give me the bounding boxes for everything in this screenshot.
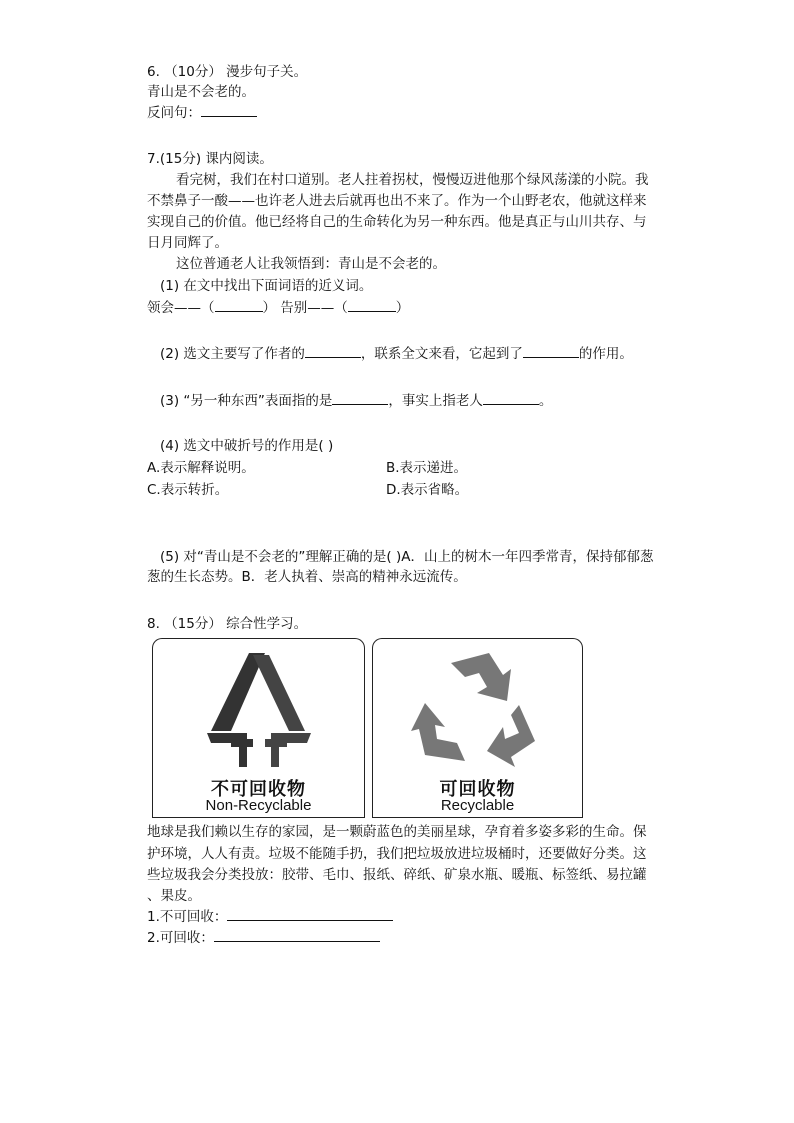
q8-answer-2 — [147, 927, 380, 948]
q8-answer-2-blank[interactable] — [214, 927, 380, 942]
q7-sub5-line: (5) 对“青山是不会老的”理解正确的是( )A．山上的树木一年四季常青，保持郁郁葱 — [160, 549, 654, 565]
recyclable-sign — [372, 638, 583, 818]
q6-prompt: 反问句： — [147, 105, 201, 121]
q7-sub1-line — [147, 297, 409, 318]
q7-sub3-text-c: 。 — [538, 393, 553, 409]
q8-passage-line: 护环境，人人有责。垃圾不能随手扔，我们把垃圾放进垃圾桶时，还要做好分类。这 — [147, 846, 647, 862]
q7-passage-line: 不禁鼻子一酸——也许老人进去后就再也出不来了。作为一个山野老农，他就这样来 — [147, 193, 647, 209]
q7-sub1-prompt: (1) 在文中找出下面词语的近义词。 — [160, 278, 373, 294]
recyclable-cn-label: 可回收物 — [439, 779, 516, 800]
q7-sub5-line: 葱的生长态势。B．老人执着、崇高的精神永远流传。 — [147, 569, 467, 585]
non-recyclable-en-label: Non-Recyclable — [205, 797, 312, 814]
q7-sub2-text-b: ，联系全文来看，它起到了 — [360, 346, 523, 362]
q7-sub2-blank-a[interactable] — [305, 343, 361, 358]
q8-passage-line: 、果皮。 — [147, 888, 201, 904]
q6-blank[interactable] — [201, 102, 257, 117]
q7-passage-line: 这位普通老人让我领悟到：青山是不会老的。 — [176, 256, 446, 272]
q7-heading: 7.(15分) 课内阅读。 — [147, 151, 273, 167]
q6-answer-line — [147, 102, 257, 123]
q7-sub2-blank-b[interactable] — [523, 343, 579, 358]
q7-passage-line: 看完树，我们在村口道别。老人拄着拐杖，慢慢迈进他那个绿风荡漾的小院。我 — [176, 172, 649, 188]
q6-heading: 6. （10分） 漫步句子关。 — [147, 64, 308, 80]
q8-answer-1 — [147, 906, 393, 927]
q7-sub3 — [160, 390, 552, 411]
q7-sub4-prompt: (4) 选文中破折号的作用是( ) — [160, 438, 334, 454]
q7-sub1-word-a: 领会——（ — [147, 300, 215, 316]
q8-passage-line: 些垃圾我会分类投放：胶带、毛巾、报纸、碎纸、矿泉水瓶、暖瓶、标签纸、易拉罐 — [147, 867, 647, 883]
non-recyclable-sign — [152, 638, 365, 818]
q7-sub4-option-b[interactable]: B.表示递进。 — [386, 460, 468, 476]
q7-passage-line: 实现自己的价值。他已经将自己的生命转化为另一种东西。他是真正与山川共存、与 — [147, 214, 647, 230]
q8-answer-2-label: 2.可回收： — [147, 930, 214, 946]
q6-sentence: 青山是不会老的。 — [147, 84, 255, 100]
recycle-icon — [411, 645, 541, 773]
q7-passage-line: 日月同辉了。 — [147, 235, 228, 251]
q7-sub3-text-a: (3) “另一种东西”表面指的是 — [160, 393, 333, 409]
q7-sub2-text-c: 的作用。 — [578, 346, 633, 362]
non-recyclable-icon — [201, 647, 317, 775]
q8-answer-1-blank[interactable] — [227, 906, 393, 921]
q7-sub3-text-b: ，事实上指老人 — [388, 393, 483, 409]
q7-sub4-option-d[interactable]: D.表示省略。 — [386, 482, 469, 498]
q7-sub3-blank-a[interactable] — [332, 390, 388, 405]
q8-heading: 8. （15分） 综合性学习。 — [147, 616, 308, 632]
q7-sub1-word-b: ） 告别——（ — [262, 300, 348, 316]
recyclable-en-label: Recyclable — [440, 797, 515, 814]
q8-answer-1-label: 1.不可回收： — [147, 909, 228, 925]
q7-sub4-option-c[interactable]: C.表示转折。 — [147, 482, 229, 498]
divider — [372, 817, 583, 818]
q7-sub2-text-a: (2) 选文主要写了作者的 — [160, 346, 305, 362]
q7-sub1-blank-b[interactable] — [348, 297, 396, 312]
q7-sub1-close: ） — [395, 300, 410, 316]
divider — [152, 817, 365, 818]
q7-sub2 — [160, 343, 633, 364]
q8-passage-line: 地球是我们赖以生存的家园，是一颗蔚蓝色的美丽星球，孕育着多姿多彩的生命。保 — [147, 824, 647, 840]
q7-sub3-blank-b[interactable] — [483, 390, 539, 405]
q7-sub1-blank-a[interactable] — [215, 297, 263, 312]
non-recyclable-cn-label: 不可回收物 — [211, 779, 306, 800]
q7-sub4-option-a[interactable]: A.表示解释说明。 — [147, 460, 255, 476]
